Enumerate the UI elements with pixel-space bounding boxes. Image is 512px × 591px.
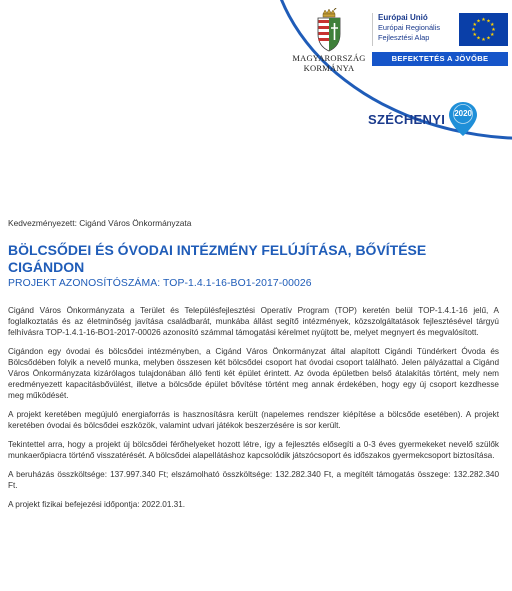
gov-logo-text: MAGYARORSZÁG KORMÁNYA — [292, 53, 366, 73]
paragraph-institution: Cigándon egy óvodai és bölcsődei intézményben, a Cigánd Város Önkormányzat által alapított Cigándi Tündérkert Óvoda és Bölcsődében folyik a nevelő munka, melyben összesen két bölcsődei csoport hat óvodai csoport található. Jelen pályázattal a Cigánd Város Önkormányzata kizárólagos tulajdonában álló fenti két épület érintett. Az óvoda épületben belső átalakítás történt, mely nem eredményezett kapacitásbővülést, illetve a bölcsőde épület bővítése történt meg annak érdekében, hogy egy új csoport kezdhesse meg működését. — [8, 347, 499, 400]
body-text — [8, 305, 499, 518]
coat-of-arms-icon — [314, 8, 344, 52]
page-title: BÖLCSŐDEI ÉS ÓVODAI INTÉZMÉNY FELÚJÍTÁSA, BŐVÍTÉSE CIGÁNDON — [8, 242, 427, 275]
svg-text:★: ★ — [489, 22, 495, 28]
paragraph-completion: A projekt fizikai befejezési időpontja: 2022.01.31. — [8, 500, 186, 509]
svg-text:★: ★ — [481, 37, 486, 43]
svg-text:★: ★ — [486, 35, 491, 42]
paragraph-impact: Tekintettel arra, hogy a projekt új bölcsődei férőhelyeket hozott létre, így a fejlesztés elősegíti a 0-3 éves gyermekeket nevelő szülők munkaerőpiacra történő visszatérését. A bölcsődei alapellátáshoz kapcsolódik játszócsoport és időszakos gyermekcsoport biztosítása. — [8, 440, 499, 460]
szechenyi-2020-logo — [368, 101, 478, 137]
hungarian-government-logo — [292, 8, 366, 73]
paragraph-energy: A projekt keretében megújuló energiaforrás is hasznosításra került (napelemes rendszer kiépítése a bölcsőde esetében). A projekt keretében óvodai és bölcsődei eszközök, valamint udvari játékok beszerzésére is sor került. — [8, 410, 499, 430]
svg-text:★: ★ — [489, 32, 495, 38]
eu-subtitle: Európai Regionális Fejlesztési Alap — [378, 23, 441, 42]
eu-title: Európai Unió — [378, 13, 428, 22]
eu-fund-logo — [372, 13, 508, 66]
svg-text:★: ★ — [472, 22, 478, 28]
location-pin-icon — [448, 101, 478, 137]
paragraph-costs: A beruházás összköltsége: 137.997.340 Ft; elszámolható összköltsége: 132.282.340 Ft, a megítélt támogatás összege: 132.282.340 Ft. — [8, 470, 499, 490]
szechenyi-year: 2020 — [454, 109, 472, 118]
beneficiary-line: Kedvezményezett: Cigánd Város Önkormányzata — [8, 218, 192, 228]
svg-text:★: ★ — [491, 27, 496, 33]
svg-text:★: ★ — [472, 32, 478, 38]
eu-flag-icon — [459, 13, 508, 46]
svg-text:★: ★ — [481, 17, 486, 23]
project-id: PROJEKT AZONOSÍTÓSZÁMA: TOP-1.4.1-16-BO1-2017-00026 — [8, 278, 312, 289]
svg-text:★: ★ — [476, 35, 481, 42]
svg-text:★: ★ — [471, 27, 476, 33]
svg-text:★: ★ — [476, 18, 481, 25]
paragraph-intro: Cigánd Város Önkormányzata a Terület és Településfejlesztési Operatív Program (TOP) keretén belül TOP-1.4.1-16 jelű, A foglalkoztatás és az életminőség javítása családbarát, munkába állást segítő intézmények, közszolgáltatások fejlesztésével tárgyú felhívásra TOP-1.4.1-16-BO1-2017-00026 azonosító számmal támogatási kérelmet nyújtott be, melyet megnyert és megvalósított. — [8, 306, 499, 337]
szechenyi-word: SZÉCHENYI — [368, 111, 446, 127]
svg-text:★: ★ — [486, 18, 491, 25]
eu-banner: BEFEKTETÉS A JÖVŐBE — [372, 52, 508, 66]
